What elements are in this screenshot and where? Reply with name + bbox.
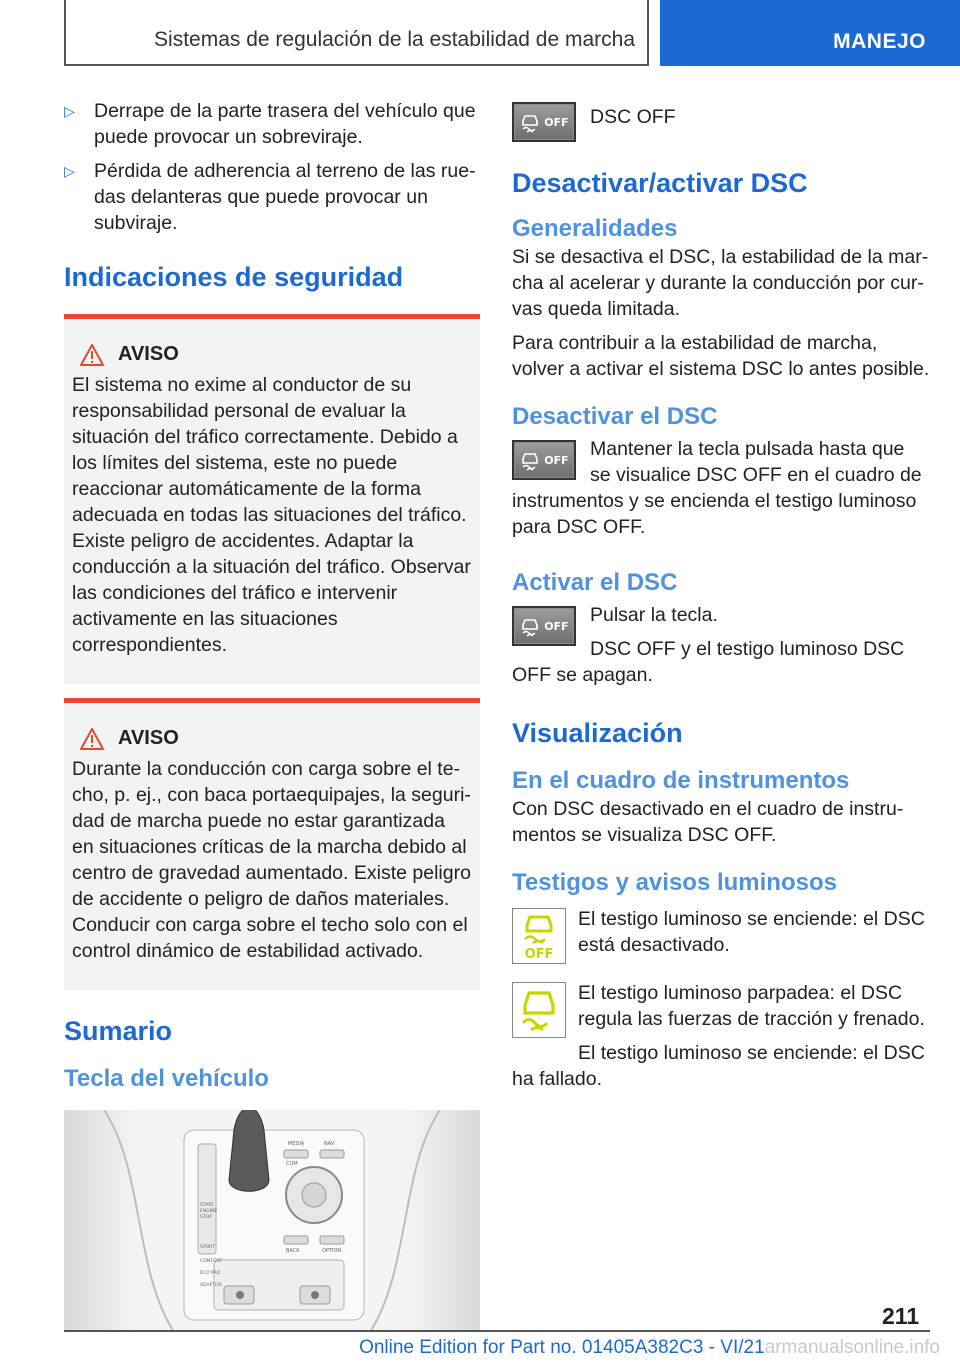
console-label: OPTION — [322, 1248, 342, 1254]
footer-edition: Online Edition for Part no. 01405A382C3 - VI/21armanualsonline.info — [359, 1337, 940, 1358]
console-label: NAV — [324, 1141, 335, 1147]
safety-heading: Indicaciones de seguridad — [64, 262, 404, 292]
bullet-item — [64, 158, 480, 236]
activate-dsc-heading: Activar el DSC — [512, 569, 678, 596]
triangle-bullet-icon: ▷ — [64, 103, 75, 119]
dsc-off-indicator-icon — [512, 908, 566, 964]
indicator-row — [512, 980, 930, 1092]
left-column — [64, 98, 480, 1332]
car-skid-icon — [519, 111, 541, 133]
dsc-off-button-icon: OFF — [512, 440, 576, 480]
dsc-off-label: DSC OFF — [590, 106, 676, 128]
activate-dsc-text: Pulsar la tecla. — [590, 604, 718, 626]
center-console-image — [64, 1110, 480, 1332]
console-label: MEDIA — [288, 1141, 305, 1147]
console-label: COM — [286, 1161, 298, 1167]
display-heading: Visualización — [512, 718, 683, 748]
section-title: Sistemas de regulación de la estabilidad de marcha — [154, 28, 635, 51]
lights-heading: Testigos y avisos luminosos — [512, 869, 837, 896]
dsc-off-button-icon: OFF — [512, 102, 576, 142]
dsc-indicator-icon — [512, 982, 566, 1038]
warning-triangle-icon — [80, 728, 104, 750]
header-chapter-tab[interactable] — [660, 0, 960, 66]
general-paragraph: Si se desactiva el DSC, la estabilidad de la marcha al acelerar y durante la conducción por curvas queda limitada. — [512, 246, 929, 320]
cluster-text: Con DSC desactivado en el cuadro de instrumentos se visualiza DSC OFF. — [512, 798, 904, 846]
light-text: El testigo luminoso se enciende: el DSC ha fallado. — [512, 1042, 925, 1090]
warning-title: AVISO — [72, 727, 472, 750]
general-paragraph: Para contribuir a la estabilidad de marcha, volver a activar el sistema DSC lo antes posible. — [512, 332, 930, 380]
footer-divider — [64, 1330, 930, 1332]
light-text: El testigo luminoso parpadea: el DSC regula las fuerzas de tracción y frenado. — [578, 982, 925, 1030]
console-label: SPORT — [200, 1245, 215, 1250]
warning-title: AVISO — [72, 343, 472, 366]
vehicle-key-heading: Tecla del vehículo — [64, 1065, 269, 1092]
car-skid-icon — [519, 615, 541, 637]
page-number: 211 — [882, 1303, 920, 1329]
triangle-bullet-icon: ▷ — [64, 163, 75, 179]
general-heading: Generalidades — [512, 215, 678, 242]
deactivate-dsc-block — [512, 436, 930, 540]
warning-text: El sistema no exime al conductor de su responsabilidad personal de evaluar la situación del tráfico correctamente. Debido a los límites del sistema, este no puede reaccionar automáticamente de la forma adecuada en todas las situaciones del tráfico. Existe peligro de accidentes. Adaptar la conducción a la situación del tráfico. Observar las condiciones del tráfico e intervenir activamente en las situaciones correspondientes. — [72, 374, 471, 656]
summary-heading: Sumario — [64, 1016, 173, 1046]
cluster-heading: En el cuadro de instrumentos — [512, 767, 850, 794]
console-label: ENGINE — [200, 1209, 218, 1214]
console-label: ADAPTIVE — [200, 1283, 223, 1288]
deactivate-dsc-heading: Desactivar el DSC — [512, 403, 718, 430]
car-skid-icon — [519, 449, 541, 471]
bullet-item — [64, 98, 480, 150]
header-section-box — [64, 0, 649, 66]
bullet-text: Pérdida de adherencia al terreno de las ruedas delanteras que puede provocar un subviraje. — [94, 160, 476, 234]
activate-dsc-text: DSC OFF y el testigo luminoso DSC OFF se apagan. — [512, 638, 905, 686]
activate-dsc-block — [512, 602, 930, 688]
warning-box — [64, 698, 480, 990]
center-console-illustration — [64, 1110, 480, 1332]
chapter-label: MANEJO — [833, 30, 926, 53]
light-text: El testigo luminoso se enciende: el DSC está desactivado. — [578, 908, 925, 956]
console-label: COMFORT — [200, 1259, 223, 1264]
warning-triangle-icon — [80, 344, 104, 366]
console-label: BACK — [286, 1248, 300, 1254]
warning-text: Durante la conducción con carga sobre el techo, p. ej., con baca portaequipajes, la seguridad de marcha puede no estar garantizada en situaciones críticas de la marcha debido al centro de gravedad aumentado. Existe peligro de accidente o peligro de daños materiales. Conducir con carga sobre el techo solo con el control dinámico de estabilidad activado. — [72, 758, 471, 962]
watermark: armanualsonline.info — [764, 1337, 940, 1358]
bullet-text: Derrape de la parte trasera del vehículo que puede provocar un sobreviraje. — [94, 100, 476, 148]
console-label: STOP — [200, 1215, 212, 1220]
warning-box — [64, 314, 480, 684]
deactivate-dsc-text: Mantener la tecla pulsada hasta que se visualice DSC OFF en el cuadro de instrumentos y se encienda el testigo luminoso para DSC OFF. — [512, 438, 922, 538]
console-label: ECO PRO — [200, 1271, 221, 1276]
right-column — [512, 98, 930, 1092]
dsc-off-row — [512, 98, 930, 146]
svg-text:OFF: OFF — [524, 947, 554, 961]
dsc-off-button-icon: OFF — [512, 606, 576, 646]
indicator-row — [512, 906, 930, 968]
deactivate-activate-heading: Desactivar/activar DSC — [512, 168, 808, 198]
console-label: START — [200, 1203, 214, 1208]
